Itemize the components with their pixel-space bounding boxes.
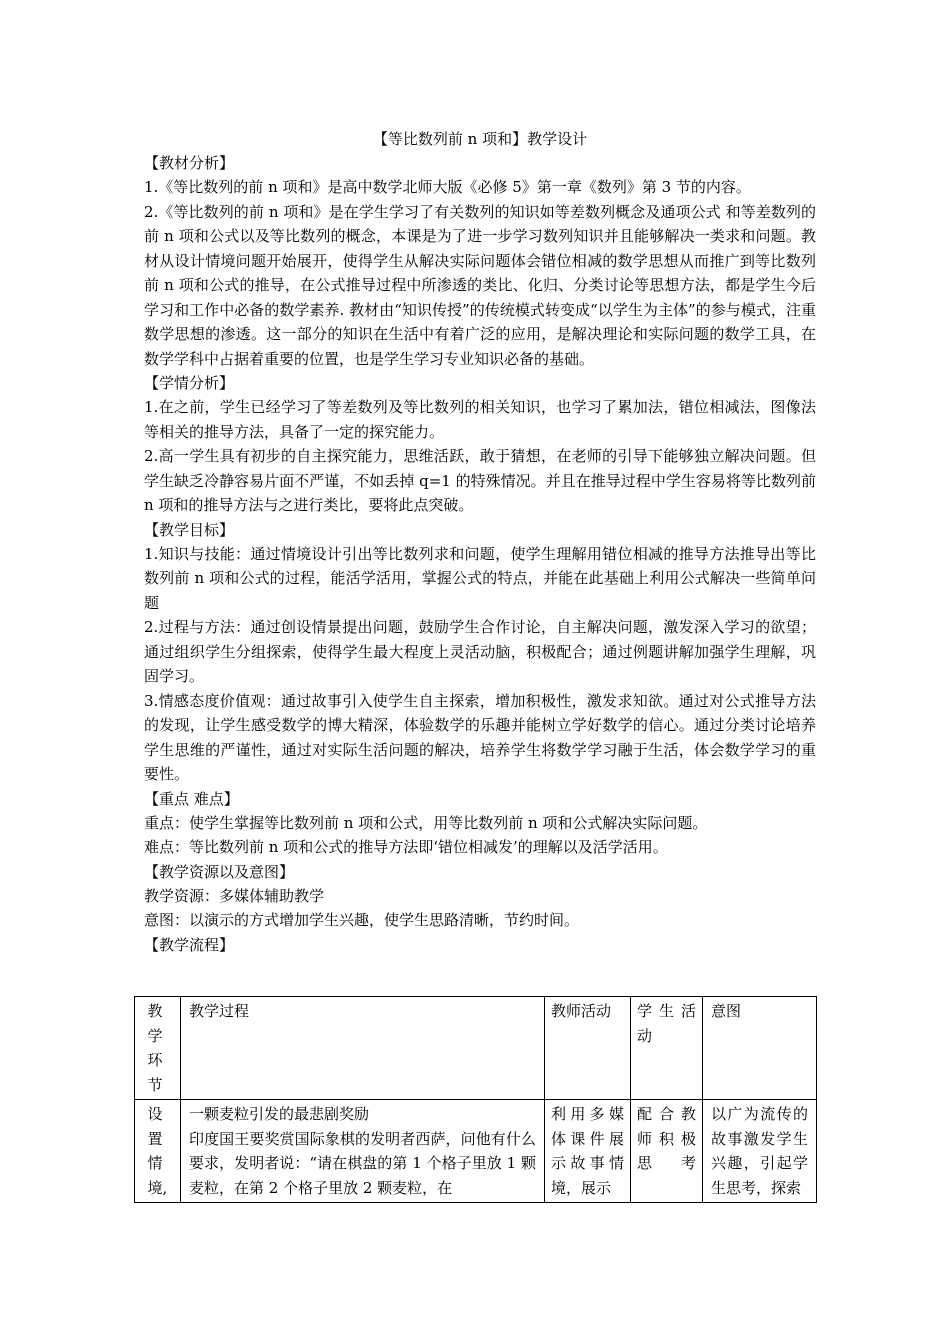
row1-purpose-cell [703, 1100, 817, 1203]
row1-process-cell [181, 1100, 545, 1203]
header-purpose: 意图 [711, 1002, 742, 1020]
goals-paragraph-2: 2.过程与方法：通过创设情景提出问题，鼓励学生合作讨论，自主解决问题，激发深入学习的欲望；通过组织学生分组探索，使得学生最大程度上灵活动脑，积极配合；通过例题讲解加强学生理解，巩固学习。 [144, 618, 816, 685]
header-stage-cell [135, 997, 181, 1100]
document-body [144, 127, 816, 957]
goals-paragraph-1: 1.知识与技能：通过情境设计引出等比数列求和问题，使学生理解用错位相减的推导方法推导出等比数列前 n 项和公式的过程，能活学活用，掌握公式的特点，并能在此基础上利用公式解决一些简单问题 [144, 544, 816, 612]
header-teacher-cell [545, 997, 631, 1100]
section-heading-flow: 【教学流程】 [144, 935, 235, 954]
header-process: 教学过程 [189, 1002, 250, 1020]
students-paragraph-1: 1.在之前，学生已经学习了等差数列及等比数列的相关知识，也学习了累加法，错位相减法，图像法等相关的推导方法，具备了一定的探究能力。 [144, 398, 816, 441]
row1-student: 配 合 教 师 积 极 思考 [637, 1105, 696, 1172]
row1-teacher: 利用多媒体课件展示故事情境，展示 [551, 1105, 624, 1197]
row1-process-title: 一颗麦粒引发的最悲剧奖励 [189, 1105, 370, 1123]
row1-student-cell [631, 1100, 703, 1203]
section-heading-resources: 【教学资源以及意图】 [144, 862, 295, 881]
section-heading-keypoints: 【重点 难点】 [144, 789, 239, 808]
document-title: 【等比数列前 n 项和】教学设计 [372, 130, 588, 148]
section-heading-students: 【学情分析】 [144, 374, 235, 392]
header-teacher: 教师活动 [551, 1002, 612, 1020]
textbook-paragraph-2: 2.《等比数列的前 n 项和》是在学生学习了有关数列的知识如等差数列概念及通项公式 和等差数列的前 n 项和公式以及等比数列的概念，本课是为了进一步学习数列知识并且能够解决一类求和问题。教材从设计情境问题开始展开，使得学生从解决实际问题体会错位相减的数学思想从而推广到等比数列前 n 项和公式的推导，在公式推导过程中所渗透的类比、化归、分类讨论等思想方法，都是学生今后学习和工作中必备的数学素养. 教材由“知识传授”的传统模式转变成“以学生为主体”的参与模式，注重数学思想的渗透。这一部分的知识在生活中有着广泛的应用，是解决理论和实际问题的数学工具，在数学学科中占据着重要的位置，也是学生学习专业知识必备的基础。 [144, 202, 816, 368]
teaching-flow-table [134, 996, 817, 1203]
header-student-cell [631, 997, 703, 1100]
row1-teacher-cell [545, 1100, 631, 1203]
row1-stage-cell [135, 1100, 181, 1203]
header-stage: 教学环节 [147, 1002, 163, 1094]
row1-stage: 设置情境, [147, 1105, 168, 1197]
table-header-row [135, 997, 817, 1100]
key-point-text: 重点：使学生掌握等比数列前 n 项和公式，用等比数列前 n 项和公式解决实际问题。 [144, 813, 708, 832]
table-row [135, 1100, 817, 1203]
resource-text: 教学资源：多媒体辅助教学 [144, 886, 325, 905]
textbook-paragraph-1: 1.《等比数列的前 n 项和》是高中数学北师大版《必修 5》第一章《数列》第 3 节的内容。 [144, 178, 751, 196]
goals-paragraph-3: 3.情感态度价值观：通过故事引入使学生自主探索，增加积极性，激发求知欲。通过对公式推导方法的发现，让学生感受数学的博大精深，体验数学的乐趣并能树立学好数学的信心。通过分类讨论培养学生思维的严谨性，通过对实际生活问题的解决，培养学生将数学学习融于生活，体会数学学习的重要性。 [144, 691, 816, 783]
row1-process-body: 印度国王要奖赏国际象棋的发明者西萨，问他有什么要求，发明者说：“请在棋盘的第 1 个格子里放 1 颗麦粒，在第 2 个格子里放 2 颗麦粒，在 [189, 1129, 536, 1197]
header-process-cell [181, 997, 545, 1100]
header-student: 学 生 活动 [637, 1002, 696, 1045]
section-heading-textbook: 【教材分析】 [144, 154, 235, 172]
header-purpose-cell [703, 997, 817, 1100]
intent-text: 意图：以演示的方式增加学生兴趣，使学生思路清晰，节约时间。 [144, 911, 580, 929]
row1-purpose: 以广为流传的故事激发学生兴趣，引起学生思考，探索 [711, 1105, 808, 1197]
students-paragraph-2: 2.高一学生具有初步的自主探究能力，思维活跃，敢于猜想，在老师的引导下能够独立解决问题。但学生缺乏冷静容易片面不严谨，不如丢掉 q=1 的特殊情况。并且在推导过程中学生容易将等比数列前 n 项和的推导方法与之进行类比，要将此点突破。 [144, 447, 816, 514]
section-heading-goals: 【教学目标】 [144, 520, 235, 539]
difficult-point-text: 难点：等比数列前 n 项和公式的推导方法即‘错位相减发’的理解以及活学活用。 [144, 838, 668, 856]
